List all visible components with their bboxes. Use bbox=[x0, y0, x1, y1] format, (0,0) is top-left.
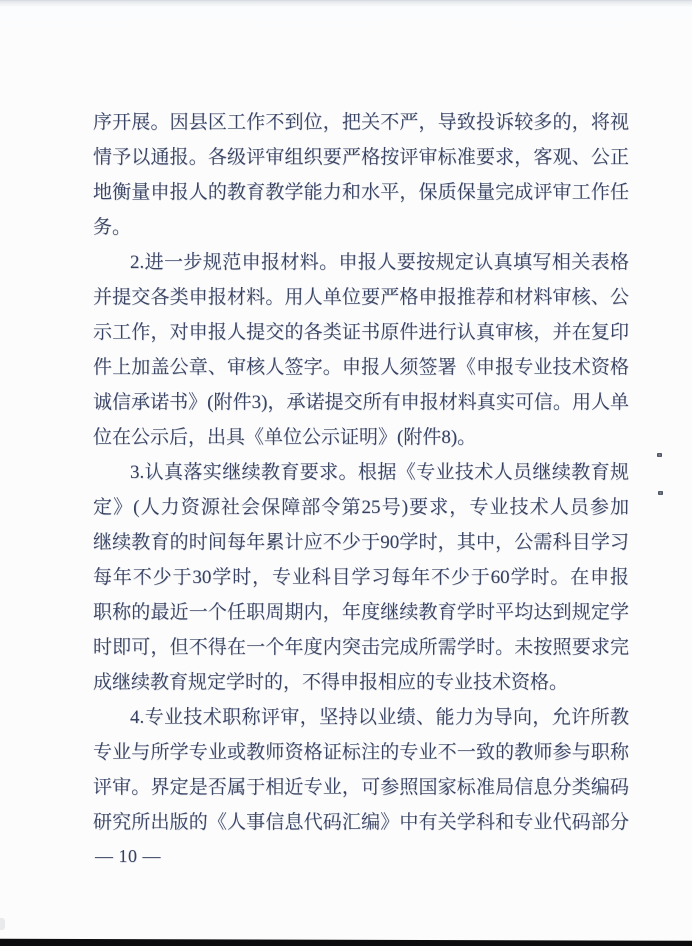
text-line: 时即可，但不得在一个年度内突击完成所需学时。未按照要求完 bbox=[93, 637, 629, 658]
scan-bottom-band bbox=[0, 936, 692, 946]
text-line: 专业与所学专业或教师资格证标注的专业不一致的教师参与职称 bbox=[93, 742, 629, 763]
text-line: 研究所出版的《人事信息代码汇编》中有关学科和专业代码部分 bbox=[93, 812, 629, 833]
text-line: 务。 bbox=[93, 217, 132, 238]
text-line: 4.专业技术职称评审，坚持以业绩、能力为导向，允许所教 bbox=[130, 707, 629, 728]
text-line: 示工作，对申报人提交的各类证书原件进行认真审核，并在复印 bbox=[93, 322, 629, 343]
text-line: 并提交各类申报材料。用人单位要严格申报推荐和材料审核、公 bbox=[93, 287, 629, 308]
text-line: 诚信承诺书》(附件3)，承诺提交所有申报材料真实可信。用人单 bbox=[93, 392, 629, 413]
text-line: 件上加盖公章、审核人签字。申报人须签署《申报专业技术资格 bbox=[93, 357, 629, 378]
text-line: 序开展。因县区工作不到位，把关不严，导致投诉较多的，将视 bbox=[93, 112, 629, 133]
document-text-block bbox=[93, 105, 629, 840]
text-line: 情予以通报。各级评审组织要严格按评审标准要求，客观、公正 bbox=[93, 147, 629, 168]
scan-speck-artifact bbox=[658, 491, 663, 495]
text-line: 职称的最近一个任职周期内，年度继续教育学时平均达到规定学 bbox=[93, 602, 629, 623]
text-line: 每年不少于30学时，专业科目学习每年不少于60学时。在申报 bbox=[93, 567, 629, 588]
text-line: 2.进一步规范申报材料。申报人要按规定认真填写相关表格 bbox=[130, 252, 629, 273]
page-number: — 10 — bbox=[95, 846, 161, 866]
text-line: 3.认真落实继续教育要求。根据《专业技术人员继续教育规 bbox=[130, 462, 629, 483]
scan-top-edge bbox=[0, 0, 692, 7]
text-line: 继续教育的时间每年累计应不少于90学时，其中，公需科目学习 bbox=[93, 532, 629, 553]
text-line: 位在公示后，出具《单位公示证明》(附件8)。 bbox=[93, 427, 477, 448]
text-line: 地衡量申报人的教育教学能力和水平，保质保量完成评审工作任 bbox=[93, 182, 629, 203]
scan-speck-artifact bbox=[657, 453, 662, 457]
text-line: 定》(人力资源社会保障部令第25号)要求，专业技术人员参加 bbox=[93, 497, 629, 518]
text-line: 评审。界定是否属于相近专业，可参照国家标准局信息分类编码 bbox=[93, 777, 629, 798]
scan-edge-artifact bbox=[0, 918, 5, 930]
text-line: 成继续教育规定学时的，不得申报相应的专业技术资格。 bbox=[93, 672, 569, 693]
